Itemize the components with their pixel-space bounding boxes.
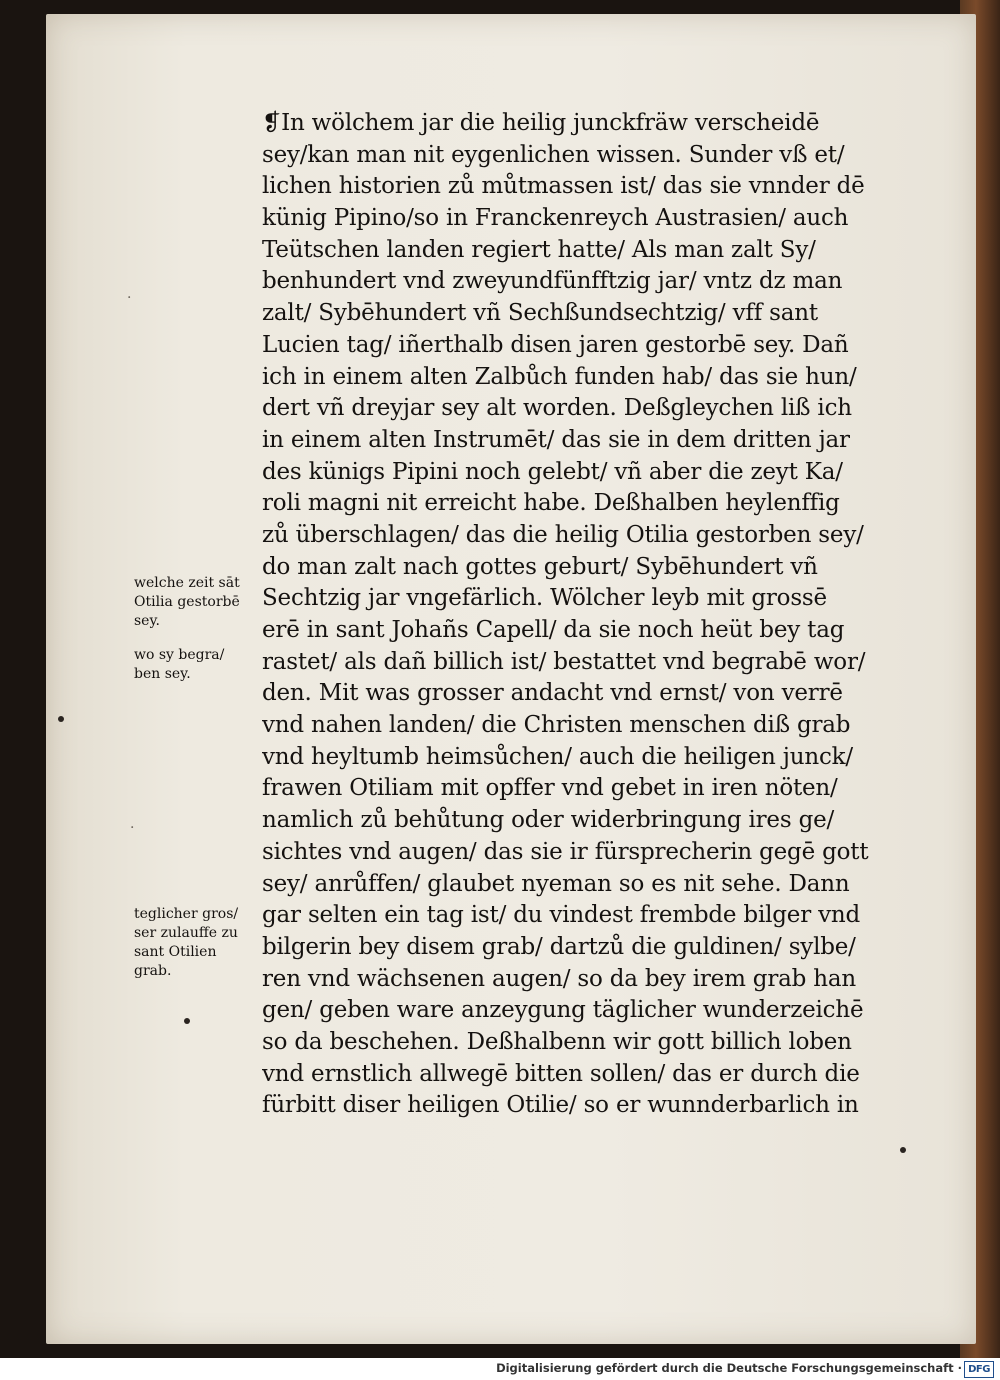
- text-line: künig Pipino/so in Franckenreych Austrasien/ auch: [262, 205, 849, 232]
- marginal-note-burial: [134, 646, 264, 684]
- text-line: namlich zů behůtung oder widerbringung ires ge/: [262, 807, 835, 834]
- text-line: ❡In wölchem jar die heilig junckfräw verscheidē: [262, 110, 820, 136]
- marginal-note-death-date: [134, 574, 264, 631]
- note-line: sant Otilien: [134, 944, 217, 960]
- text-line: so da beschehen. Deßhalbenn wir gott billich loben: [262, 1028, 852, 1055]
- text-line: frawen Otiliam mit opffer vnd gebet in iren nöten/: [262, 775, 838, 802]
- text-line: bilgerin bey disem grab/ dartzů die guldinen/ sylbe/: [262, 933, 856, 960]
- main-text-block: [262, 108, 927, 1122]
- text-line: fürbitt diser heiligen Otilie/ so er wunnderbarlich in: [262, 1092, 859, 1119]
- text-line: Sechtzig jar vngefärlich. Wölcher leyb mit grossē: [262, 585, 827, 612]
- note-line: Otilia gestorbē: [134, 594, 240, 610]
- margin-dot: [58, 716, 64, 722]
- note-line: ben sey.: [134, 666, 191, 682]
- text-line: do man zalt nach gottes geburt/ Sybēhundert vñ: [262, 553, 818, 580]
- text-line: sey/kan man nit eygenlichen wissen. Sunder vß et/: [262, 141, 845, 168]
- margin-mark: ·: [130, 820, 135, 836]
- text-line: den. Mit was grosser andacht vnd ernst/ von verrē: [262, 680, 843, 707]
- text-line: des künigs Pipini noch gelebt/ vñ aber die zeyt Ka/: [262, 458, 843, 485]
- text-line: ren vnd wächsenen augen/ so da bey irem grab han: [262, 965, 856, 992]
- margin-mark: ·: [127, 290, 132, 306]
- text-line: vnd nahen landen/ die Christen menschen diß grab: [262, 712, 851, 739]
- text-line: roli magni nit erreicht habe. Deßhalben heylenffig: [262, 490, 840, 517]
- text-line: vnd ernstlich allwegē bitten sollen/ das er durch die: [262, 1060, 860, 1087]
- text-line: sey/ anrůffen/ glaubet nyeman so es nit sehe. Dann: [262, 870, 850, 897]
- note-line: ser zulauffe zu: [134, 925, 238, 941]
- note-line: grab.: [134, 963, 172, 979]
- text-line: erē in sant Johañs Capell/ da sie noch heüt bey tag: [262, 617, 845, 643]
- text-line: Lucien tag/ iñerthalb disen jaren gestorbē sey. Dañ: [262, 331, 849, 358]
- footer-bar: [0, 1358, 1000, 1380]
- marginal-note-pilgrimage: [134, 905, 264, 981]
- text-line: rastet/ als dañ billich ist/ bestattet vnd begrabē wor/: [262, 648, 866, 675]
- text-line: dert vñ dreyjar sey alt worden. Deßgleychen liß ich: [262, 395, 852, 422]
- margin-dot: [184, 1018, 190, 1024]
- text-line: benhundert vnd zweyundfünfftzig jar/ vntz dz man: [262, 268, 843, 295]
- text-line: ich in einem alten Zalbůch funden hab/ das sie hun/: [262, 363, 857, 390]
- text-line: zalt/ Sybēhundert vñ Sechßundsechtzig/ vff sant: [262, 300, 818, 327]
- note-line: welche zeit sāt: [134, 575, 240, 591]
- dfg-logo: DFG: [964, 1361, 994, 1378]
- text-line: lichen historien zů můtmassen ist/ das sie vnnder dē: [262, 173, 865, 200]
- margin-dot: [900, 1147, 906, 1153]
- note-line: wo sy begra/: [134, 647, 225, 663]
- text-line: Teütschen landen regiert hatte/ Als man zalt Sy/: [262, 236, 816, 263]
- note-line: sey.: [134, 613, 160, 629]
- text-line: in einem alten Instrumēt/ das sie in dem dritten jar: [262, 426, 850, 453]
- text-line: zů überschlagen/ das die heilig Otilia gestorben sey/: [262, 521, 864, 548]
- note-line: teglicher gros/: [134, 906, 239, 922]
- text-line: sichtes vnd augen/ das sie ir fürsprecherin gegē gott: [262, 838, 869, 865]
- text-line: gen/ geben ware anzeygung täglicher wunderzeichē: [262, 997, 864, 1024]
- text-line: gar selten ein tag ist/ du vindest frembde bilger vnd: [262, 902, 861, 929]
- text-line: vnd heyltumb heimsůchen/ auch die heiligen junck/: [262, 743, 853, 770]
- funding-credit: Digitalisierung gefördert durch die Deutsche Forschungsgemeinschaft ·: [496, 1361, 962, 1375]
